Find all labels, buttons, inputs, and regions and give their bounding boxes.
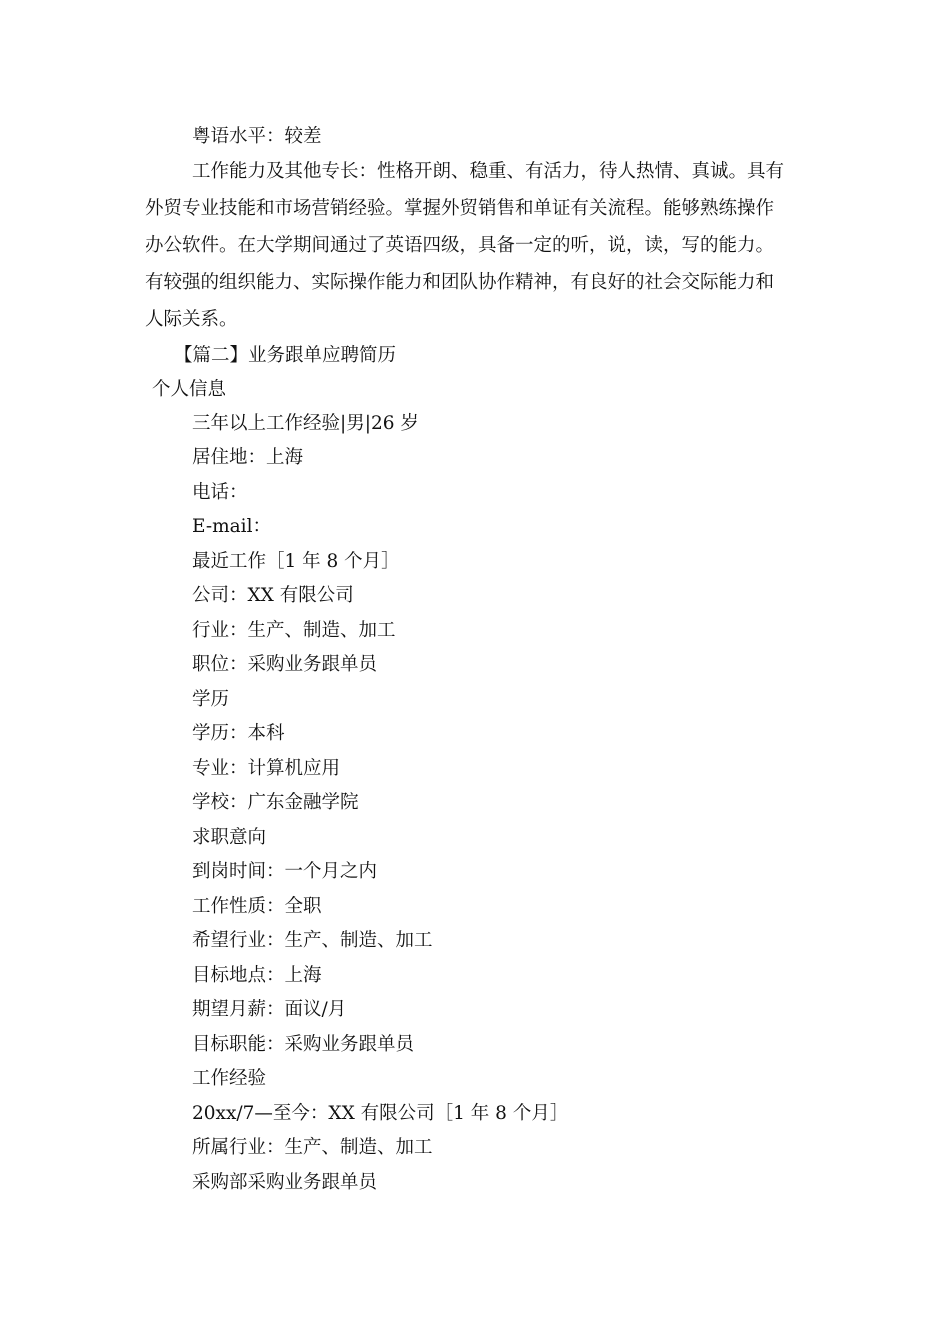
degree: 学历：本科 [192,723,285,744]
education-heading: 学历 [192,689,230,710]
ability-line-5: 人际关系。 [145,309,238,330]
personal-info-title: 个人信息 [152,379,227,400]
residence: 居住地：上海 [192,447,304,468]
target-location: 目标地点：上海 [192,965,322,986]
ability-line-4: 有较强的组织能力、实际操作能力和团队协作精神，有良好的社会交际能力和 [145,272,775,293]
job-type: 工作性质：全职 [192,896,322,917]
start-time: 到岗时间：一个月之内 [192,861,378,882]
ability-line-3: 办公软件。在大学期间通过了英语四级，具备一定的听，说，读，写的能力。 [145,235,775,256]
ability-line-2: 外贸专业技能和市场营销经验。掌握外贸销售和单证有关流程。能够熟练操作 [145,198,775,219]
industry: 行业：生产、制造、加工 [192,620,396,641]
desired-industry: 希望行业：生产、制造、加工 [192,930,433,951]
cantonese-level: 粤语水平：较差 [192,126,322,147]
position: 职位：采购业务跟单员 [192,654,378,675]
target-function: 目标职能：采购业务跟单员 [192,1034,415,1055]
work-industry: 所属行业：生产、制造、加工 [192,1137,433,1158]
work-experience-heading: 工作经验 [192,1068,267,1089]
phone: 电话： [192,482,248,503]
ability-line-1: 工作能力及其他专长：性格开朗、稳重、有活力，待人热情、真诚。具有 [192,161,785,182]
email: E-mail： [192,516,272,537]
expected-salary: 期望月薪：面议/月 [192,999,347,1020]
company: 公司：XX 有限公司 [192,585,354,606]
job-intention-heading: 求职意向 [192,827,267,848]
section-heading-2: 【篇二】业务跟单应聘简历 [174,345,397,366]
school: 学校：广东金融学院 [192,792,359,813]
work-role: 采购部采购业务跟单员 [192,1172,378,1193]
major: 专业：计算机应用 [192,758,341,779]
recent-work: 最近工作［1 年 8 个月］ [192,551,400,572]
work-period: 20xx/7—至今：XX 有限公司［1 年 8 个月］ [192,1103,569,1124]
experience-gender-age: 三年以上工作经验|男|26 岁 [192,413,419,434]
